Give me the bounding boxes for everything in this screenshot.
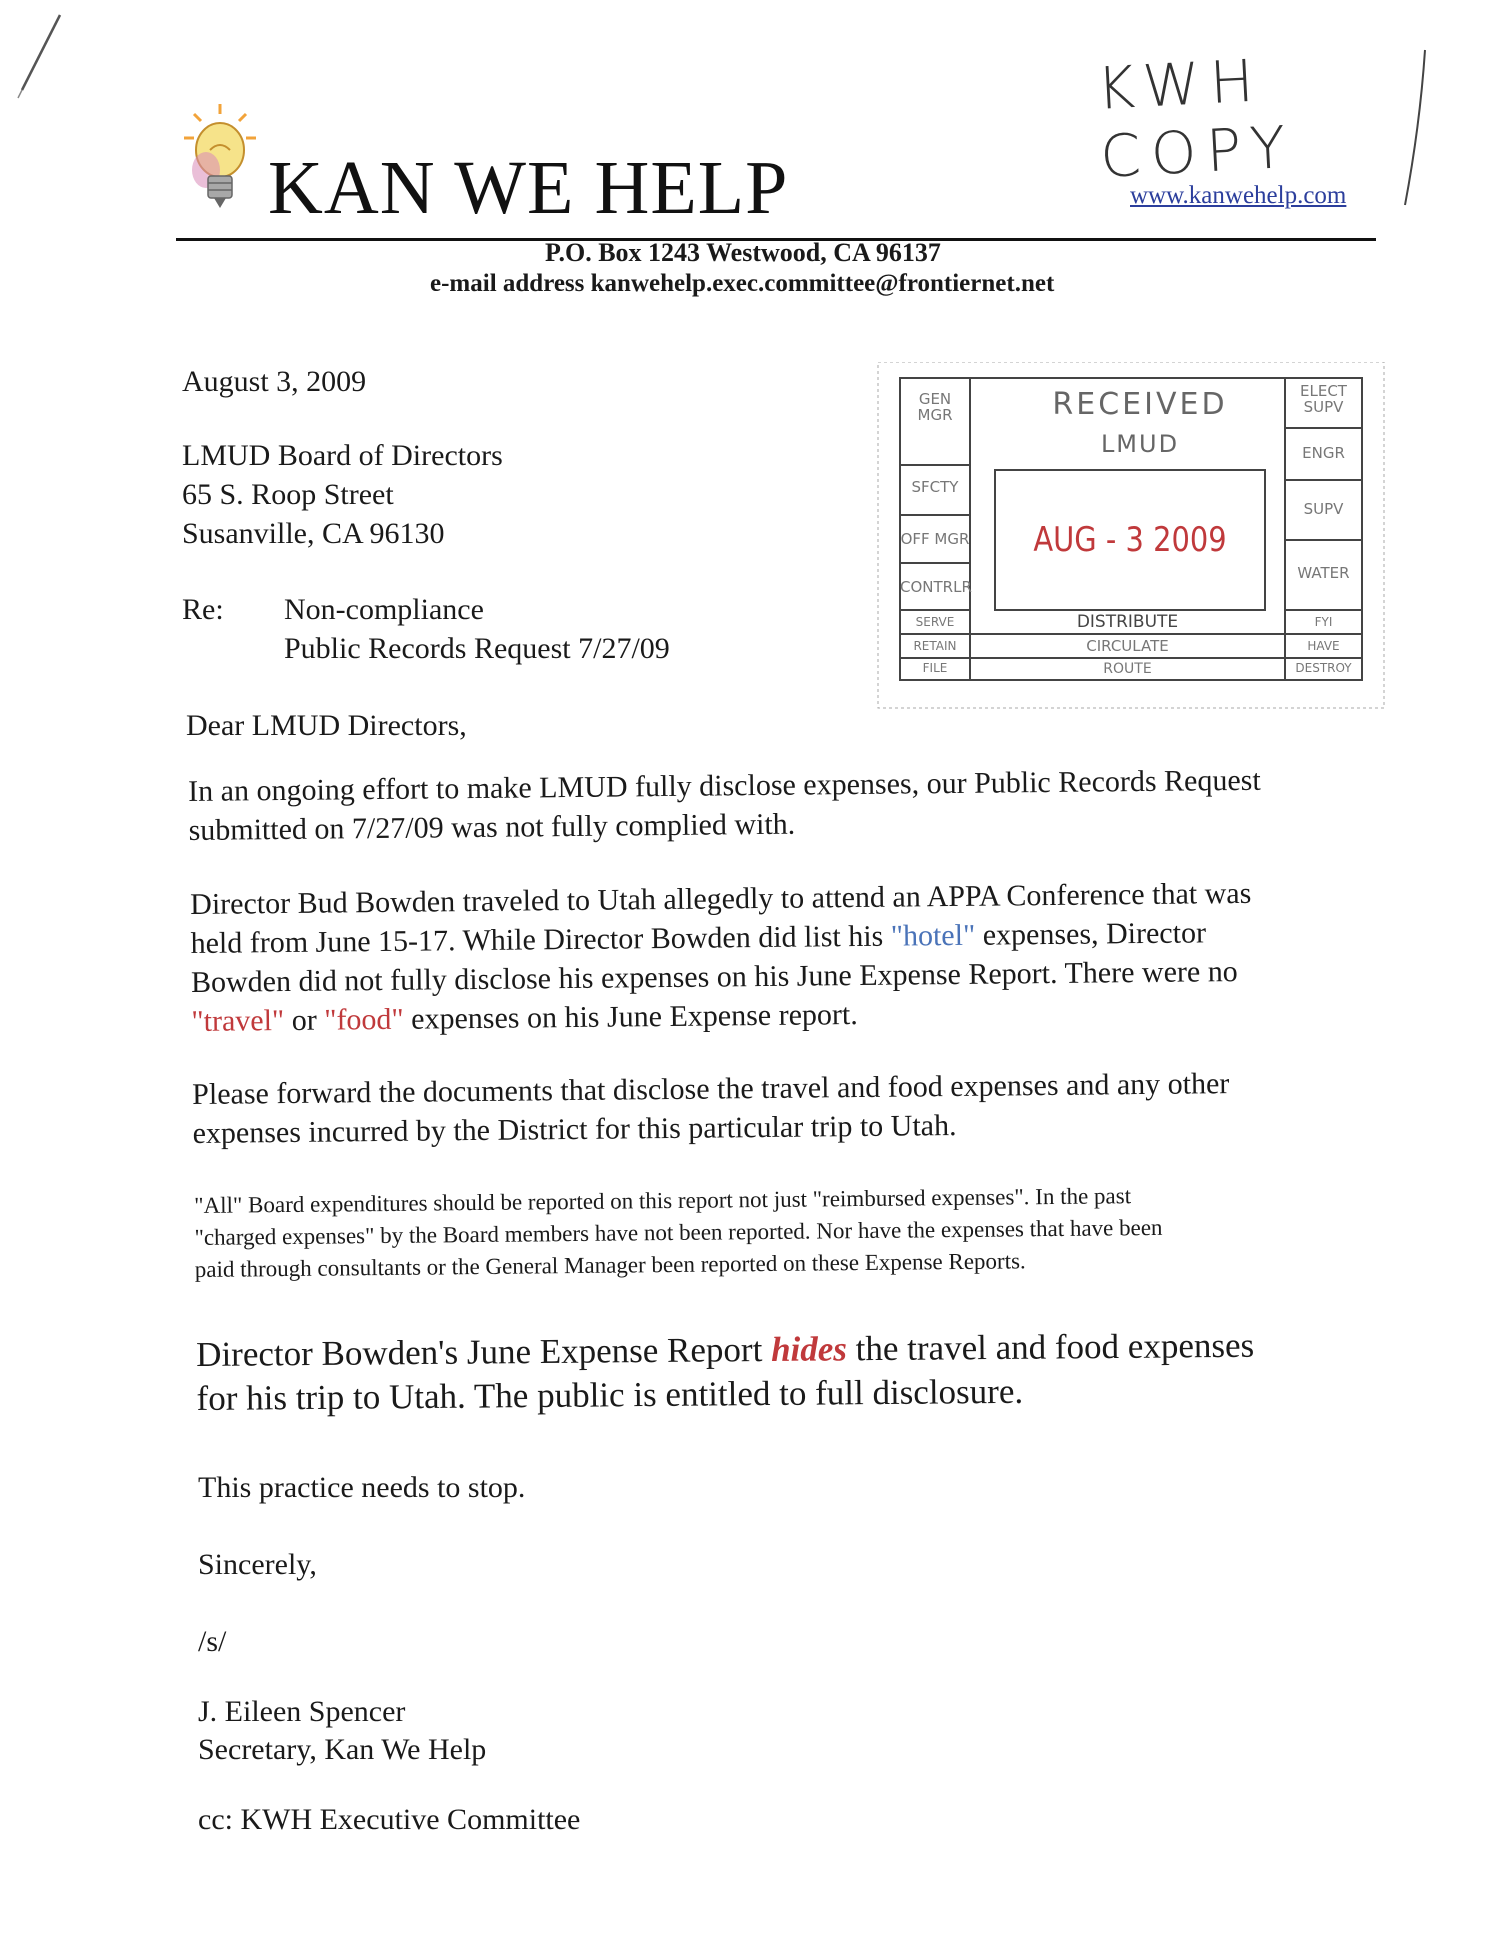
handwritten-stroke <box>1395 45 1435 215</box>
cc-line: cc: KWH Executive Committee <box>198 1803 581 1836</box>
organization-name: KAN WE HELP <box>268 146 789 230</box>
closing: Sincerely, <box>198 1548 317 1581</box>
text-span: expenses, Director <box>975 916 1207 952</box>
signature: /s/ <box>198 1625 227 1658</box>
website-link[interactable]: www.kanwehelp.com <box>1130 182 1347 209</box>
stamp-cell: FYI <box>1314 615 1333 629</box>
letter-date: August 3, 2009 <box>182 365 367 398</box>
signer-name: J. Eileen Spencer <box>198 1695 406 1728</box>
paperclip-icon <box>10 10 70 100</box>
text-span: the travel and food expenses <box>846 1325 1255 1369</box>
stamp-cell: FILE <box>922 661 948 675</box>
paragraph-line: paid through consultants or the General Manager been reported on these Expense Reports. <box>194 1248 1026 1282</box>
stamp-cell: OFF MGR <box>900 530 970 548</box>
stamp-cell: RETAIN <box>913 639 957 653</box>
recipient-line: LMUD Board of Directors <box>182 439 503 472</box>
stamp-cell: GEN MGR <box>917 390 953 424</box>
paragraph-disclosure <box>196 1322 1437 1421</box>
salutation: Dear LMUD Directors, <box>186 709 467 742</box>
highlight-hotel: "hotel" <box>890 918 976 953</box>
recipient-line: 65 S. Roop Street <box>182 478 394 511</box>
stamp-cell: ELECT SUPV <box>1300 382 1347 416</box>
received-stamp <box>870 362 1392 714</box>
paragraph-line: In an ongoing effort to make LMUD fully disclose expenses, our Public Records Request <box>188 763 1261 808</box>
paragraph-line: expenses incurred by the District for this particular trip to Utah. <box>192 1108 957 1150</box>
stamp-subtitle: LMUD <box>1100 430 1180 458</box>
highlight-hides: hides <box>770 1329 848 1369</box>
paragraph-line: submitted on 7/27/09 was not fully complied with. <box>188 807 796 847</box>
recipient-address <box>182 436 503 553</box>
letterhead-email: e-mail address kanwehelp.exec.committee@frontiernet.net <box>430 270 1055 297</box>
stamp-cell: SFCTY <box>911 478 959 496</box>
stamp-cell: ENGR <box>1302 444 1345 462</box>
recipient-line: Susanville, CA 96130 <box>182 517 445 550</box>
handwritten-text: KWH COPY <box>1095 46 1298 191</box>
subject-line: Non-compliance <box>284 593 484 626</box>
stamp-cell: DESTROY <box>1295 661 1352 675</box>
paragraph-line: Please forward the documents that disclose the travel and food expenses and any other <box>192 1067 1230 1111</box>
signer-block <box>198 1693 486 1769</box>
stamp-row: DISTRIBUTE <box>1076 612 1179 632</box>
paragraph-request <box>192 1062 1423 1153</box>
subject-line: Public Records Request 7/27/09 <box>284 632 670 665</box>
text-span: expenses on his June Expense report. <box>403 998 858 1036</box>
lightbulb-logo-icon <box>180 100 260 220</box>
paragraph-travel <box>190 872 1422 1041</box>
stamp-title: RECEIVED <box>1052 387 1228 422</box>
stamp-cell: HAVE <box>1307 639 1340 653</box>
text-span: held from June 15-17. While Director Bowden did list his <box>190 919 891 960</box>
paragraph-line: "charged expenses" by the Board members have not been reported. Nor have the expenses that have been <box>194 1214 1163 1250</box>
stamp-date: AUG - 3 2009 <box>1033 520 1227 560</box>
stamp-cell: CONTRLR <box>900 578 972 596</box>
subject-lines <box>284 590 670 668</box>
paragraph-line: for his trip to Utah. The public is entitled to full disclosure. <box>196 1371 1024 1418</box>
paragraph-stop: This practice needs to stop. <box>198 1471 526 1504</box>
signer-title: Secretary, Kan We Help <box>198 1733 487 1766</box>
stamp-row: CIRCULATE <box>1086 637 1169 655</box>
letterhead-address: P.O. Box 1243 Westwood, CA 96137 <box>545 238 941 267</box>
paragraph-expenditures <box>194 1177 1395 1286</box>
highlight-travel: "travel" <box>191 1004 285 1038</box>
text-span: Director Bowden's June Expense Report <box>196 1329 772 1374</box>
stamp-cell: SUPV <box>1303 500 1344 518</box>
stamp-row: ROUTE <box>1103 661 1152 677</box>
text-span: or <box>284 1003 325 1038</box>
paragraph-intro <box>188 759 1409 850</box>
stamp-cell: SERVE <box>915 615 955 629</box>
paragraph-line: "All" Board expenditures should be reported on this report not just "reimbursed expenses". In the past <box>194 1183 1132 1218</box>
paragraph-line: Bowden did not fully disclose his expenses on his June Expense Report. There were no <box>190 955 1238 999</box>
paragraph-line: Director Bud Bowden traveled to Utah allegedly to attend an APPA Conference that was <box>190 876 1252 921</box>
subject-label: Re: <box>182 593 224 626</box>
highlight-food: "food" <box>324 1002 404 1037</box>
stamp-cell: WATER <box>1297 564 1350 582</box>
